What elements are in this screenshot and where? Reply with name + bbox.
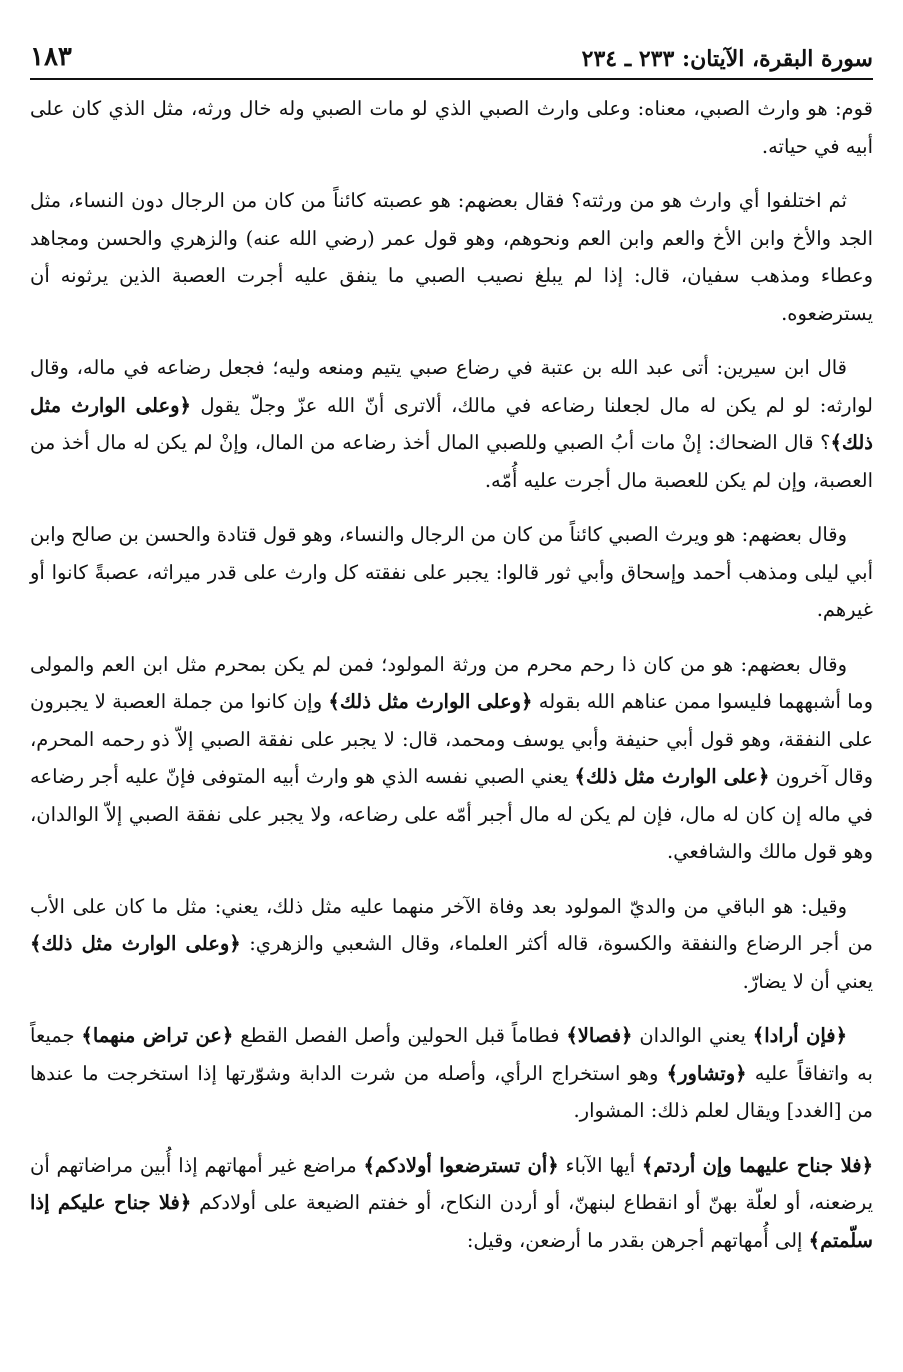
paragraph-text: أيها الآباء (558, 1153, 642, 1177)
page-body (30, 90, 873, 1259)
quran-quote: ﴿فإن أرادا﴾ (752, 1024, 848, 1047)
quran-quote: ﴿وعلى الوارث مثل ذلك﴾ (30, 393, 873, 454)
quran-quote: ﴿أن تسترضعوا أولادكم﴾ (363, 1153, 559, 1177)
paragraph (30, 349, 873, 499)
paragraph-text: ثم اختلفوا أي وارث هو من ورثته؟ فقال بعضهم: هو عصبته كائناً من كان من الرجال دون النساء، مثل الجد والأخ وابن الأخ والعم وابن العم ونحوهم، وهو قول عمر (رضي الله عنه) والزهري والحسن ومجاهد وعطاء ومذهب سفيان، قال: إذا لم يبلغ نصيب الصبي ما ينفق عليه أجرت العصبة الذين يرثونه أن يسترضعوه. (30, 189, 873, 325)
paragraph-text: يعني الصبي نفسه الذي هو وارث أبيه المتوفى فإنّ عليه أجر رضاعه في ماله إن كان له مال، فإن لم يكن له مال أجبر أمّه على رضاعه، ولا يجبر على نفقة الصبي إلاّ الوالدان، وهو قول مالك والشافعي. (30, 765, 873, 863)
paragraph (30, 90, 873, 165)
paragraph (30, 1017, 873, 1130)
paragraph (30, 646, 873, 871)
paragraph (30, 1147, 873, 1260)
paragraph-text: وقال بعضهم: هو ويرث الصبي كائناً من كان من الرجال والنساء، وهو قول قتادة والحسن بن صالح وابن أبي ليلى ومذهب أحمد وإسحاق وأبي ثور قالوا: يجبر على نفقته كل وارث على قدر ميراثه، عصبةً كانوا أو غيرهم. (30, 523, 873, 621)
paragraph-text: إلى أُمهاتهم أجرهن بقدر ما أرضعن، وقيل: (466, 1228, 809, 1252)
paragraph-text: وهو استخراج الرأي، وأصله من شرت الدابة وشوّرتها إذا استخرجت ما عندها من [الغدد] ويقال لعلم ذلك: المشوار. (30, 1061, 873, 1122)
paragraph-text: وإن كانوا من جملة العصبة لا يجبرون على النفقة، وهو قول أبي حنيفة وأبي يوسف ومحمد، قال: لا يجبر على نفقة الصبي إلاّ ذو رحمه المحرم، وقال آخرون (30, 690, 874, 788)
quran-quote: ﴿وعلى الوارث مثل ذلك﴾ (328, 690, 533, 713)
paragraph-text: وقال بعضهم: هو من كان ذا رحم محرم من ورثة المولود؛ فمن لم يكن بمحرم مثل ابن العم والمولى وما أشبههما فليسوا ممن عناهم الله بقوله (30, 652, 873, 713)
quran-quote: ﴿وتشاور﴾ (666, 1061, 747, 1085)
quran-quote: ﴿فلا جناح عليكم إذا سلّمتم﴾ (30, 1191, 873, 1252)
quran-quote: ﴿عن تراض منهما﴾ (81, 1024, 234, 1047)
paragraph-text: فطاماً قبل الحولين وأصل الفصل القطع (233, 1024, 567, 1047)
quran-quote: ﴿على الوارث مثل ذلك﴾ (574, 765, 770, 788)
paragraph (30, 516, 873, 629)
page-number: ١٨٣ (30, 42, 72, 72)
page-header (30, 28, 873, 80)
paragraph-text: جميعاً به واتفاقاً عليه (30, 1024, 873, 1085)
paragraph (30, 182, 873, 332)
paragraph (30, 888, 873, 1001)
paragraph-text: قال ابن سيرين: أتى عبد الله بن عتبة في رضاع صبي يتيم ومنعه وليه؛ فجعل رضاعه في ماله، وقال لوارثه: لو لم يكن له مال لجعلنا رضاعه في مالك، ألاترى أنّ الله عزّ وجلّ يقول (30, 356, 873, 417)
paragraph-text: مراضع غير أمهاتهم إذا أُبين مراضاتهم أن يرضعنه، أو لعلّة بهنّ أو انقطاع لبنهنّ، أو أردن النكاح، أو خفتم الضيعة على أولادكم (30, 1153, 873, 1214)
paragraph-text: يعني الوالدان (632, 1024, 753, 1047)
paragraph-text: يعني أن لا يضارّ. (742, 969, 873, 993)
paragraph-text: وقيل: هو الباقي من والديّ المولود بعد وفاة الآخر منهما عليه مثل ذلك، يعني: مثل ما كان على الأب من أجر الرضاع والنفقة والكسوة، قاله أكثر العلماء، وقال الشعبي والزهري: (30, 894, 873, 955)
paragraph-text: ؟ قال الضحاك: إنْ مات أبُ الصبي وللصبي المال أخذ رضاعه من المال، وإنْ لم يكن له مال أخذ من العصبة، وإن لم يكن للعصبة مال أجرت عليه أُمّه. (30, 431, 873, 492)
running-title: سورة البقرة، الآيتان: ٢٣٣ ـ ٢٣٤ (581, 46, 873, 72)
quran-quote: ﴿فصالا﴾ (566, 1024, 633, 1047)
paragraph-text: قوم: هو وارث الصبي، معناه: وعلى وارث الصبي الذي لو مات الصبي وله خال ورثه، مثل الذي كان على أبيه في حياته. (30, 97, 873, 158)
quran-quote: ﴿وعلى الوارث مثل ذلك﴾ (30, 932, 241, 955)
quran-quote: ﴿فلا جناح عليهما وإن أردتم﴾ (641, 1153, 873, 1177)
